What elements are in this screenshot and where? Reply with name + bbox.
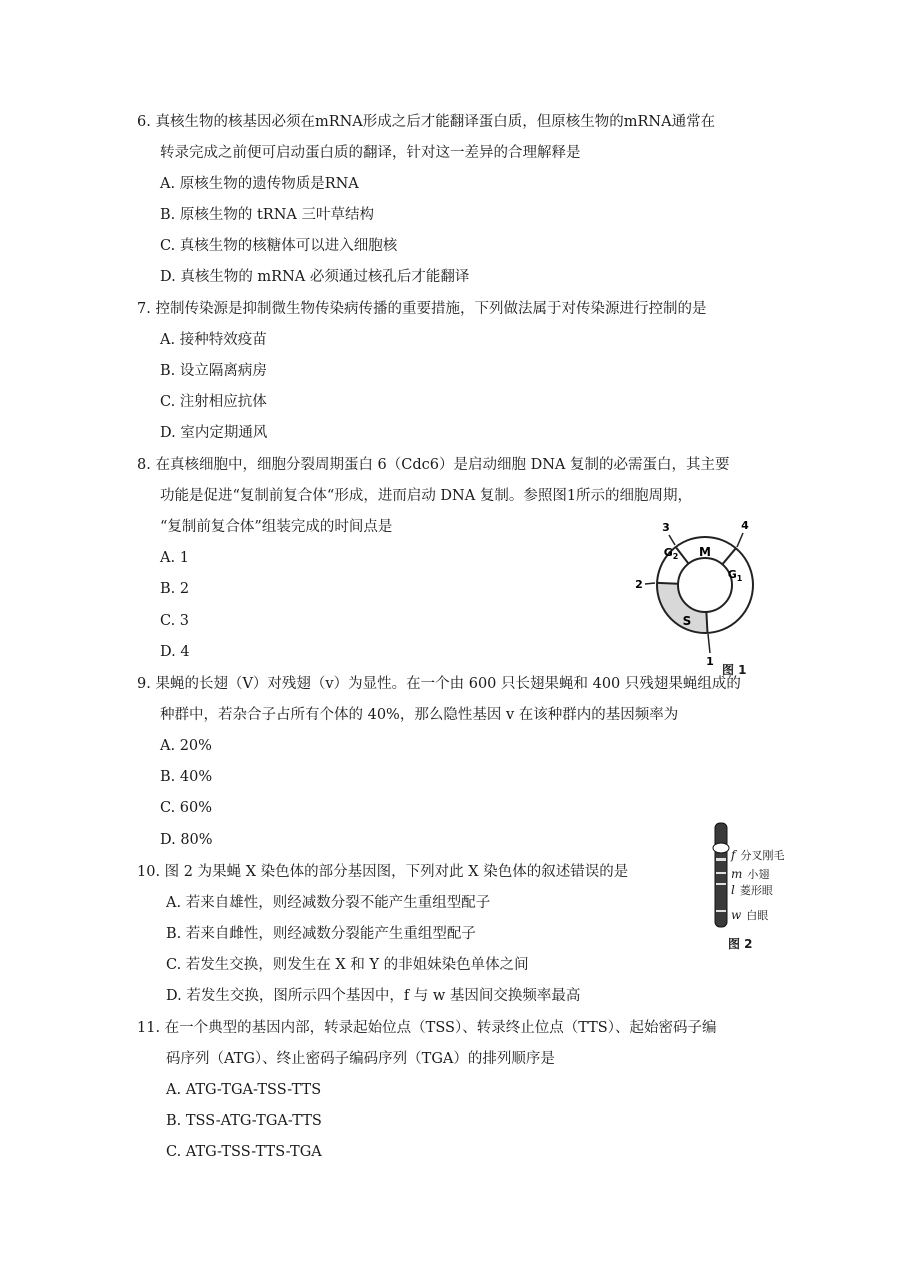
centromere (713, 843, 729, 853)
q7-option-a: A. 接种特效疫苗 (160, 332, 267, 348)
q8-stem-line-1: 8. 在真核细胞中，细胞分裂周期蛋白 6（Cdc6）是启动细胞 DNA 复制的必需蛋白，其主要 (137, 457, 730, 473)
point-2-label: 2 (635, 578, 643, 591)
q11-option-a: A. ATG-TGA-TSS-TTS (166, 1082, 322, 1098)
gene-m-label: m 小翅 (731, 867, 770, 881)
q10-stem-line-1: 10. 图 2 为果蝇 X 染色体的部分基因图，下列对此 X 染色体的叙述错误的是 (137, 864, 629, 880)
q6-option-a: A. 原核生物的遗传物质是RNA (160, 176, 359, 192)
q10-option-b: B. 若来自雌性，则经减数分裂能产生重组型配子 (166, 926, 476, 942)
q6-option-c: C. 真核生物的核糖体可以进入细胞核 (160, 238, 398, 254)
q6-stem-line-1: 6. 真核生物的核基因必须在mRNA形成之后才能翻译蛋白质，但原核生物的mRNA通常在 (137, 114, 716, 130)
q11-option-c: C. ATG-TSS-TTS-TGA (166, 1144, 322, 1160)
point-4-marker (737, 533, 743, 547)
q10-option-c: C. 若发生交换，则发生在 X 和 Y 的非姐妹染色单体之间 (166, 957, 529, 973)
q7-stem-line-1: 7. 控制传染源是抑制微生物传染病传播的重要措施，下列做法属于对传染源进行控制的是 (137, 301, 707, 317)
gene-w-label: w 白眼 (731, 908, 769, 922)
figure-1-caption: 图 1 (722, 663, 747, 677)
q7-option-d: D. 室内定期通风 (160, 425, 268, 441)
point-1-marker (708, 634, 710, 653)
q7-option-c: C. 注射相应抗体 (160, 394, 267, 410)
q11-option-b: B. TSS-ATG-TGA-TTS (166, 1113, 322, 1129)
q8-option-b: B. 2 (160, 581, 190, 597)
q9-option-a: A. 20% (160, 738, 212, 754)
q7-option-b: B. 设立隔离病房 (160, 363, 267, 379)
q9-stem-line-1: 9. 果蝇的长翅（V）对残翅（v）为显性。在一个由 600 只长翅果蝇和 400 只残翅果蝇组成的 (137, 676, 741, 692)
point-3-label: 3 (662, 521, 670, 534)
label-m-phase: M (699, 545, 711, 559)
q8-option-d: D. 4 (160, 644, 190, 660)
point-3-marker (669, 535, 675, 545)
q10-option-d: D. 若发生交换，图所示四个基因中，f 与 w 基因间交换频率最高 (166, 988, 581, 1004)
label-s-phase: S (682, 614, 692, 628)
q8-option-c: C. 3 (160, 613, 190, 629)
gene-l-label: l 菱形眼 (731, 883, 773, 897)
label-g1-phase: $G_1$ (727, 568, 743, 583)
q6-stem-line-2: 转录完成之前便可启动蛋白质的翻译，针对这一差异的合理解释是 (160, 145, 581, 161)
label-g2-phase: $G_2$ (663, 546, 679, 561)
cell-cycle-inner-ring (678, 558, 732, 612)
q8-option-a: A. 1 (160, 550, 189, 566)
q11-stem-line-2: 码序列（ATG）、终止密码子编码序列（TGA）的排列顺序是 (166, 1051, 555, 1067)
point-2-marker (645, 583, 655, 584)
gene-f-label: f 分叉刚毛 (731, 848, 785, 862)
q9-stem-line-2: 种群中，若杂合子占所有个体的 40%，那么隐性基因 v 在该种群内的基因频率为 (160, 707, 679, 723)
q8-stem-line-2: 功能是促进“复制前复合体“形成，进而启动 DNA 复制。参照图1所示的细胞周期， (160, 488, 693, 504)
q10-option-a: A. 若来自雄性，则经减数分裂不能产生重组型配子 (166, 895, 491, 911)
q9-option-b: B. 40% (160, 769, 213, 785)
q8-stem-line-3: “复制前复合体”组装完成的时间点是 (160, 519, 393, 535)
q9-option-d: D. 80% (160, 832, 213, 848)
q6-option-d: D. 真核生物的 mRNA 必须通过核孔后才能翻译 (160, 269, 470, 285)
cell-cycle-figure (635, 495, 770, 675)
point-1-label: 1 (706, 655, 714, 668)
q6-option-b: B. 原核生物的 tRNA 三叶草结构 (160, 207, 374, 223)
point-4-label: 4 (741, 519, 749, 532)
q9-option-c: C. 60% (160, 800, 213, 816)
q11-stem-line-1: 11. 在一个典型的基因内部，转录起始位点（TSS）、转录终止位点（TTS）、起始密码子编 (137, 1020, 717, 1036)
figure-2-caption: 图 2 (728, 937, 753, 951)
